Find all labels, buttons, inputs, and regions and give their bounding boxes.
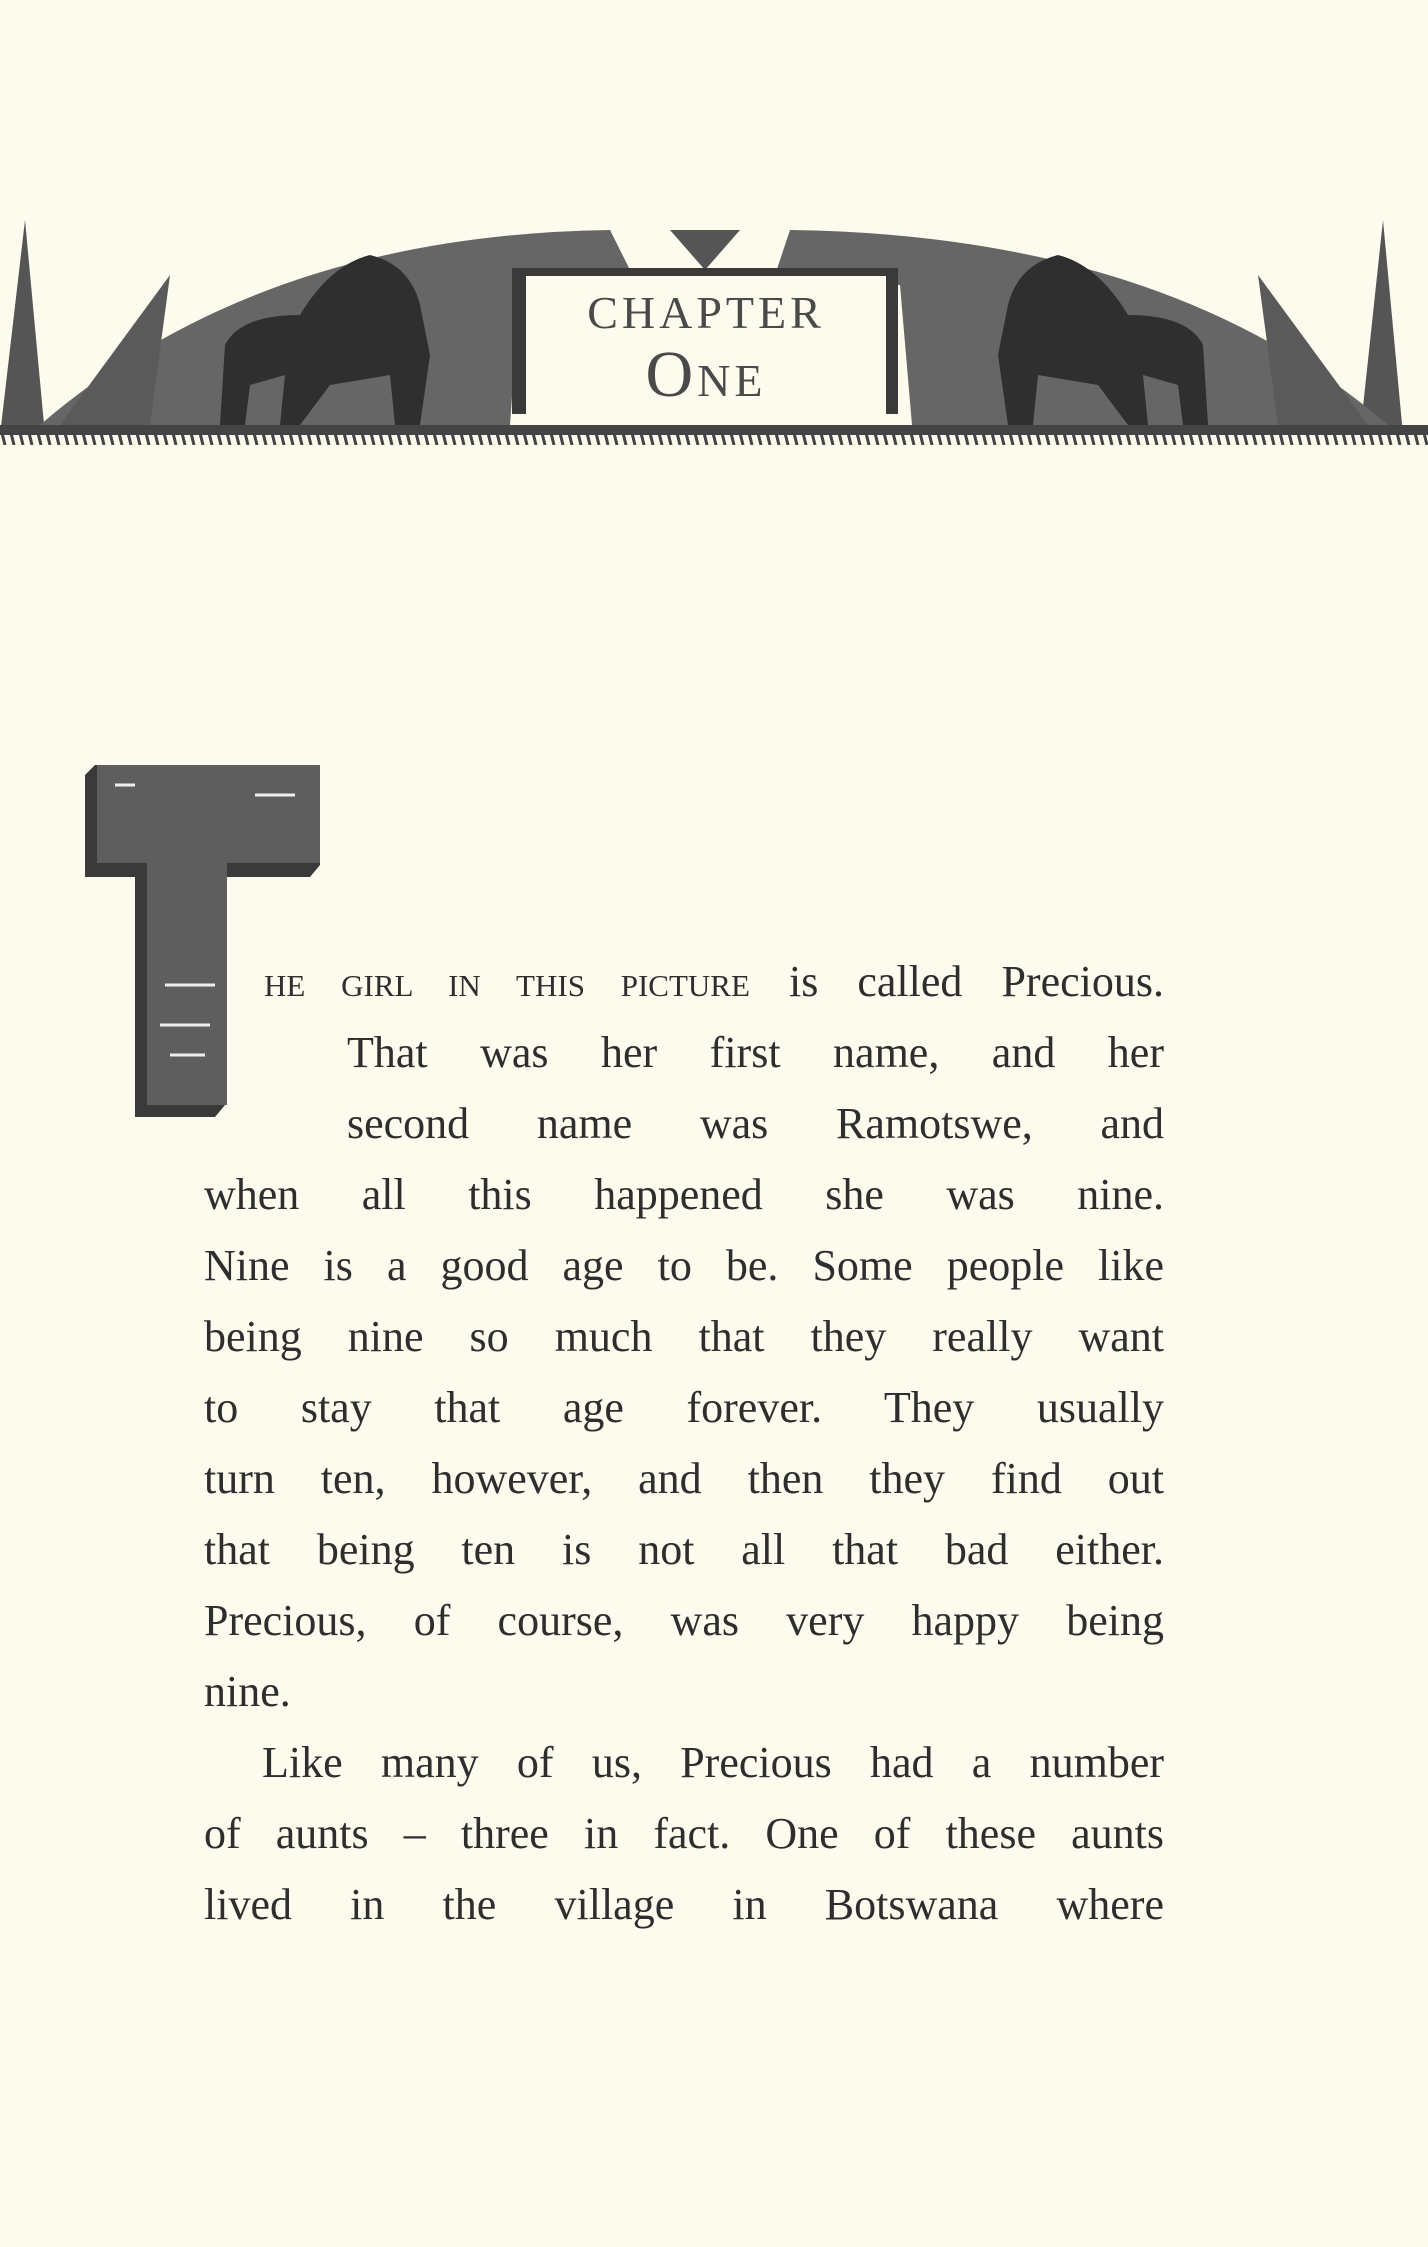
text-line: Like many of us, Precious had a number bbox=[262, 1738, 1164, 1787]
text-line: nine. bbox=[204, 1667, 291, 1716]
right-leaf bbox=[1360, 220, 1403, 435]
chapter-label: CHAPTER bbox=[587, 287, 825, 338]
text-line: Nine is a good age to be. Some people like bbox=[204, 1241, 1164, 1290]
text-line: That was her first name, and her bbox=[347, 1028, 1164, 1077]
text-line: being nine so much that they really want bbox=[204, 1312, 1164, 1361]
text-line: that being ten is not all that bad either. bbox=[204, 1525, 1164, 1574]
text-line: turn ten, however, and then they find out bbox=[204, 1454, 1164, 1503]
text-line-1 bbox=[264, 957, 1164, 1006]
text-line: second name was Ramotswe, and bbox=[347, 1099, 1164, 1148]
drop-cap-letter bbox=[85, 765, 325, 1117]
text-line: lived in the village in Botswana where bbox=[204, 1880, 1164, 1929]
opening-small-caps: HE GIRL IN THIS PICTURE bbox=[264, 968, 750, 1003]
chapter-title-box bbox=[512, 268, 898, 414]
text-line: of aunts – three in fact. One of these aunts bbox=[204, 1809, 1164, 1858]
left-leaf bbox=[0, 220, 45, 435]
text-line: Precious, of course, was very happy being bbox=[204, 1596, 1164, 1645]
chapter-number: One bbox=[645, 338, 767, 411]
text-line: when all this happened she was nine. bbox=[204, 1170, 1164, 1219]
opening-rest: is called Precious. bbox=[749, 957, 1164, 1006]
text-line: to stay that age forever. They usually bbox=[204, 1383, 1164, 1432]
